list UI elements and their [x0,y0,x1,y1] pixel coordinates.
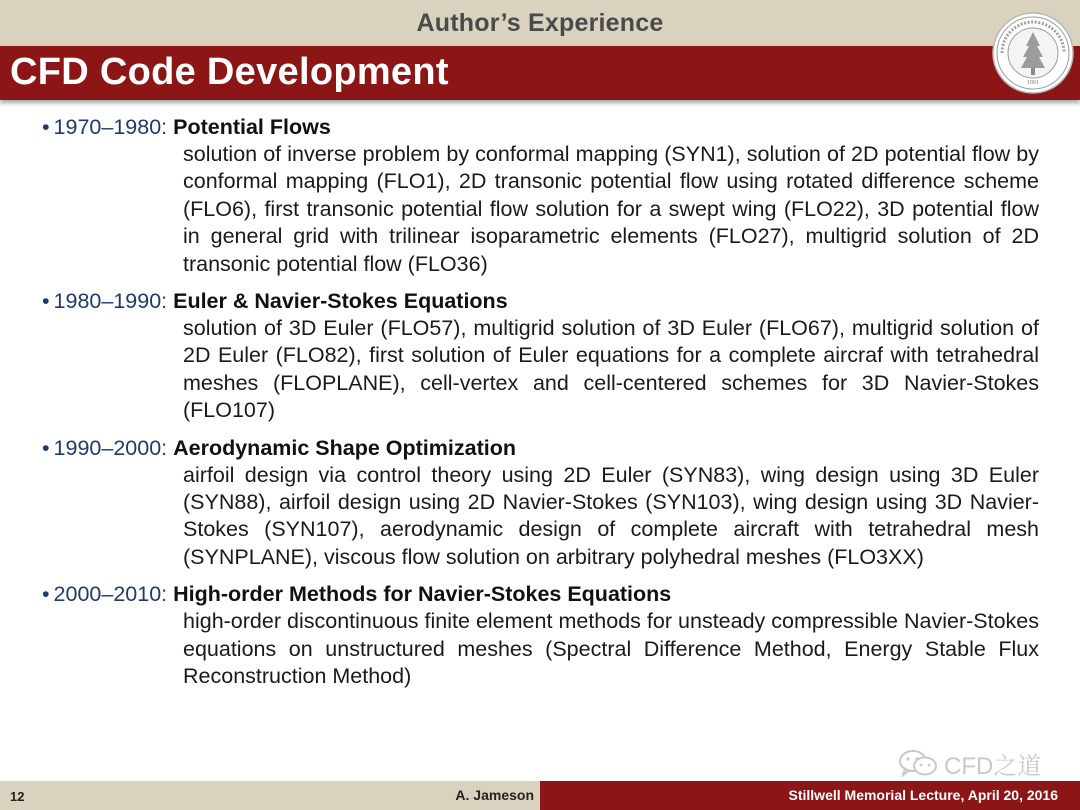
bullet: • [42,115,50,139]
item-topic: High-order Methods for Navier-Stokes Equations [173,582,672,607]
item-heading [42,435,1042,462]
item-heading [42,114,1042,141]
item-description: high-order discontinuous finite element methods for unsteady compressible Navier-Stokes equations on unstructured meshes (Spectral Difference Method, Energy Stable Flux Reconstruction Method) [183,609,1039,689]
bullet: • [42,289,50,314]
item-topic: Aerodynamic Shape Optimization [173,435,516,460]
list-item [42,581,1042,690]
section-header-bar [0,0,1080,46]
footer-lecture: Stillwell Memorial Lecture, April 20, 2016 [788,787,1058,803]
seal-year: 1891 [1027,80,1039,86]
wechat-icon [898,749,938,777]
content-list [42,114,1042,701]
watermark-text: CFD之道 [944,752,1042,780]
item-description: airfoil design via control theory using 2D Euler (SYN83), wing design using 3D Euler (SYN88), airfoil design using 2D Navier-Stokes (SYN103), wing design using 3D Navier-Stokes (SYN107), aerodynamic design of complete aircraft with tetrahedral mesh (SYNPLANE), viscous flow solution on arbitrary polyhedral meshes (FLO3XX) [183,462,1039,569]
footer-left [0,781,540,810]
item-period: 1980–1990: [53,289,168,314]
bullet: • [42,435,50,460]
title-band [0,46,1080,100]
footer-right [540,781,1080,810]
bullet: • [42,582,50,607]
stanford-seal-icon [992,12,1074,94]
item-period: 2000–2010: [53,582,168,607]
page-number: 12 [10,789,25,804]
slide-title: CFD Code Development [10,51,449,93]
item-description: solution of 3D Euler (FLO57), multigrid solution of 3D Euler (FLO67), multigrid solution of 2D Euler (FLO82), first solution of Euler equations for a complete aircraf with tetrahedral meshes (FLOPLANE), cell-vertex and cell-centered schemes for 3D Navier-Stokes (FLO107) [183,316,1039,423]
item-heading [42,581,1042,608]
footer-author: A. Jameson [455,787,534,803]
item-topic: Euler & Navier-Stokes Equations [173,289,508,314]
list-item [42,435,1042,572]
watermark [898,748,1041,778]
item-topic: Potential Flows [173,115,331,139]
item-period: 1970–1980: [53,115,168,139]
list-item [42,114,1042,278]
item-period: 1990–2000: [53,435,168,460]
section-title: Author’s Experience [416,8,664,37]
list-item [42,288,1042,425]
item-heading [42,288,1042,315]
item-description: solution of inverse problem by conformal mapping (SYN1), solution of 2D potential flow by conformal mapping (FLO1), 2D transonic potential flow using rotated difference scheme (FLO6), first transonic potential flow solution for a swept wing (FLO22), 3D potential flow in general grid with trilinear isoparametric elements (FLO27), multigrid solution of 2D transonic potential flow (FLO36) [183,142,1039,276]
